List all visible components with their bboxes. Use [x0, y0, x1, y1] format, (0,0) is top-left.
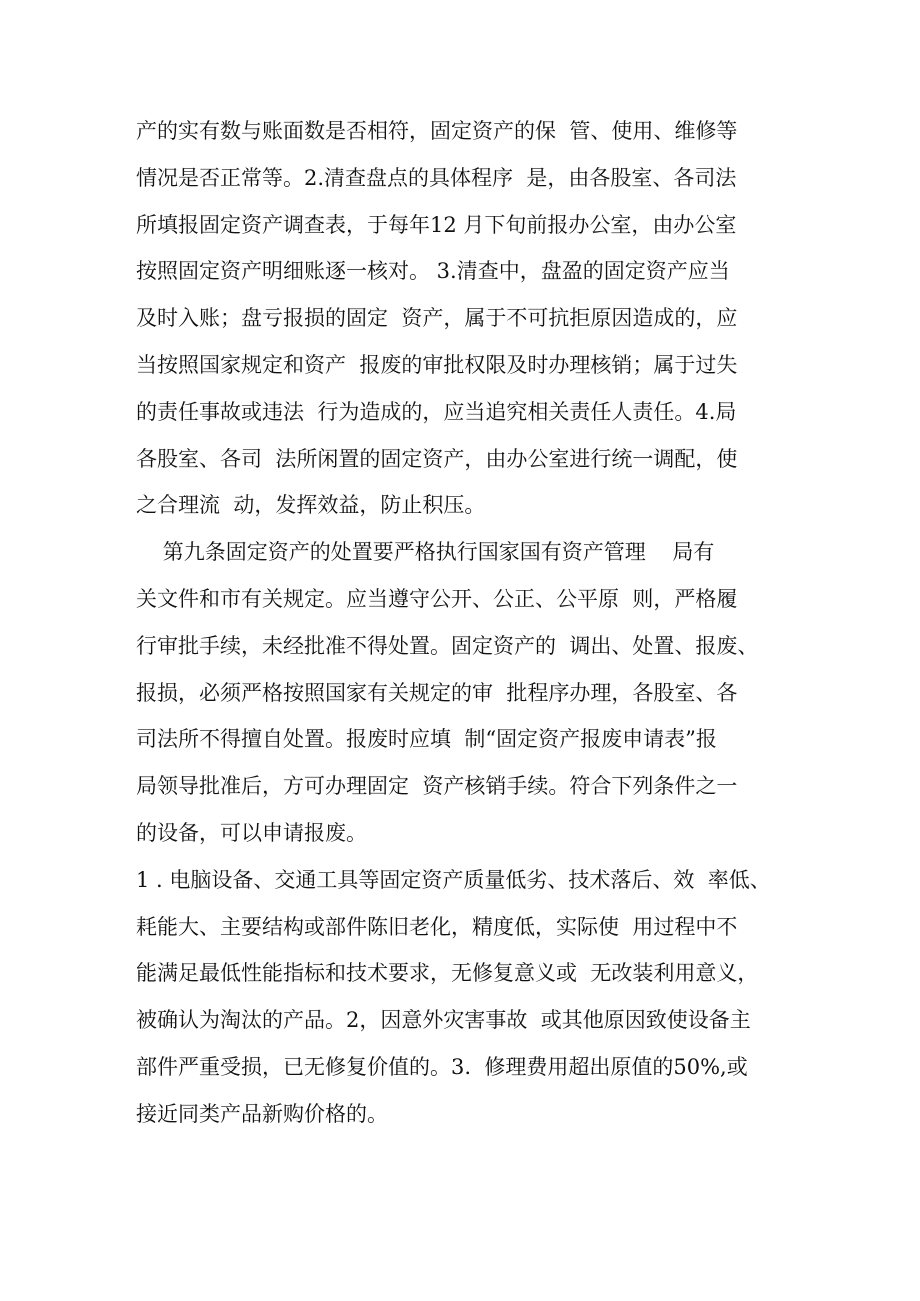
text-line: 第九条固定资产的处置要严格执行国家国有资产管理 局有: [136, 540, 715, 565]
text-line: 所填报固定资产调查表，于每年12 月下旬前报办公室，由办公室: [136, 212, 737, 237]
text-line: 耗能大、主要结构或部件陈旧老化，精度低，实际使 用过程中不: [136, 914, 738, 939]
text-line: 接近同类产品新购价格的。: [136, 1101, 388, 1126]
text-line: 当按照国家规定和资产 报废的审批权限及时办理核销；属于过失: [136, 353, 738, 377]
text-line: 1 . 电脑设备、交通工具等固定资产质量低劣、技术落后、效 率低、: [136, 867, 771, 892]
text-line: 及时入账；盘亏报损的固定 资产，属于不可抗拒原因造成的，应: [136, 306, 738, 331]
text-line: 产的实有数与账面数是否相符，固定资产的保 管、使用、维修等: [136, 119, 738, 143]
text-line: 情况是否正常等。2.清查盘点的具体程序 是，由各股室、各司法: [136, 165, 737, 190]
text-line: 之合理流 动，发挥效益，防止积压。: [136, 493, 486, 518]
text-line: 按照固定资产明细账逐一核对。 3.清查中，盘盈的固定资产应当: [136, 259, 730, 284]
text-line: 关文件和市有关规定。应当遵守公开、公正、公平原 则，严格履: [136, 587, 738, 611]
text-line: 报损，必须严格按照国家有关规定的审 批程序办理，各股室、各: [136, 680, 738, 705]
text-line: 各股室、各司 法所闲置的固定资产，由办公室进行统一调配，使: [136, 446, 738, 471]
text-line: 司法所不得擅自处置。报废时应填 制“固定资产报废申请表”报: [136, 727, 717, 752]
text-line: 的责任事故或违法 行为造成的，应当追究相关责任人责任。4.局: [136, 399, 737, 424]
text-line: 局领导批准后，方可办理固定 资产核销手续。符合下列条件之一: [136, 774, 738, 799]
text-line: 能满足最低性能指标和技术要求，无修复意义或 无改装利用意义，: [136, 961, 759, 986]
text-line: 被确认为淘汰的产品。2，因意外灾害事故 或其他原因致使设备主: [136, 1008, 751, 1033]
text-line: 的设备，可以申请报废。: [136, 821, 367, 845]
text-line: 行审批手续，未经批准不得处置。固定资产的 调出、处置、报废、: [136, 633, 759, 658]
text-line: 部件严重受损，已无修复价值的。3. 修理费用超出原值的50%,或: [136, 1055, 748, 1079]
